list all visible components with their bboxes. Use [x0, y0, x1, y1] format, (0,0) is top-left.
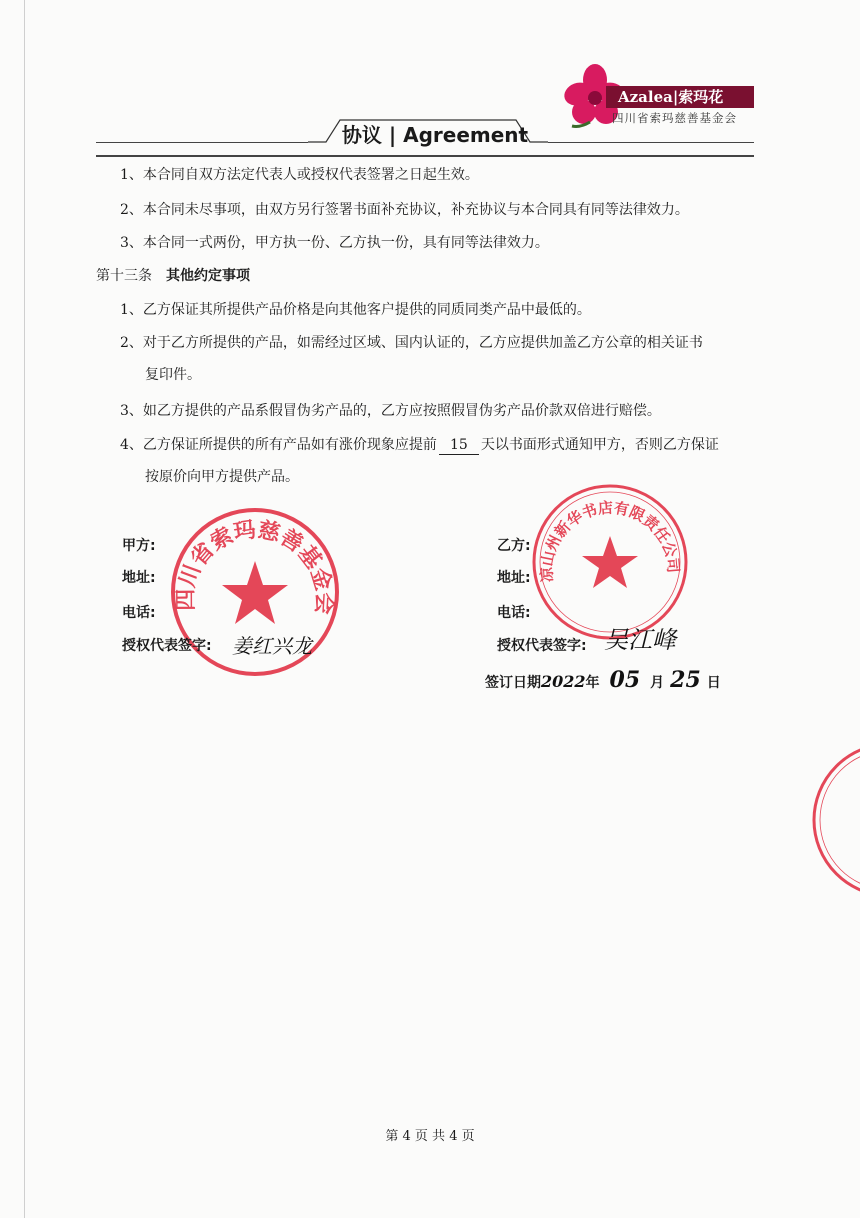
party-a-handwritten-signature: 姜红兴龙	[232, 634, 312, 658]
party-a-seal-text: 四川省索玛慈善基金会	[172, 516, 338, 616]
edge-seal-fragment	[808, 740, 860, 900]
party-b-seal	[530, 482, 690, 642]
section-title: 其他约定事项	[166, 268, 250, 284]
sign-date-day-unit: 日	[706, 675, 721, 691]
clause-line: 按原价向甲方提供产品。	[145, 469, 299, 485]
header-rule-left	[96, 142, 308, 143]
page-footer: 第 4 页 共 4 页	[385, 1129, 475, 1144]
sign-date	[485, 667, 721, 693]
section-number: 第十三条	[96, 268, 152, 284]
party-a-address-label: 地址:	[122, 570, 156, 586]
sign-date-year-unit: 年	[585, 675, 600, 691]
clause-text: 天以书面形式通知甲方，否则乙方保证	[480, 437, 719, 453]
party-b-handwritten-signature: 吴江峰	[604, 626, 676, 654]
brand-subtitle: 四川省索玛慈善基金会	[612, 111, 737, 125]
sign-date-year: 2022	[541, 672, 586, 691]
sign-date-month-unit: 月	[650, 675, 665, 691]
party-a-label: 甲方:	[122, 538, 156, 554]
clause-line: 2、本合同未尽事项，由双方另行签署书面补充协议，补充协议与本合同具有同等法律效力。	[120, 202, 689, 218]
party-a-phone-label: 电话:	[122, 605, 156, 621]
clause-line: 3、如乙方提供的产品系假冒伪劣产品的，乙方应按照假冒伪劣产品价款双倍进行赔偿。	[120, 403, 661, 419]
page-title: 协议 | Agreement	[341, 123, 529, 147]
party-b-label: 乙方:	[497, 538, 531, 554]
party-b-seal-text: 凉山州新华书店有限责任公司	[537, 498, 683, 583]
notice-days-field: 15	[439, 436, 479, 455]
party-b-address-label: 地址:	[497, 570, 531, 586]
clause-text: 4、乙方保证所提供的所有产品如有涨价现象应提前	[120, 437, 437, 453]
section-heading	[96, 267, 250, 285]
clause-line: 2、对于乙方所提供的产品，如需经过区域、国内认证的，乙方应提供加盖乙方公章的相关证书	[120, 335, 703, 351]
brand-logo-text: Azalea|索玛花	[606, 86, 754, 108]
clause-line: 1、乙方保证其所提供产品价格是向其他客户提供的同质同类产品中最低的。	[120, 302, 591, 318]
clause-line	[120, 436, 719, 455]
clause-line: 3、本合同一式两份，甲方执一份、乙方执一份，具有同等法律效力。	[120, 235, 549, 251]
clause-line: 1、本合同自双方法定代表人或授权代表签署之日起生效。	[120, 167, 479, 183]
page-binding-edge	[24, 0, 25, 1218]
sign-date-label: 签订日期	[485, 675, 541, 691]
header-rule-right	[548, 142, 754, 143]
sign-date-month: 05	[609, 667, 641, 693]
party-b-signature-label: 授权代表签字:	[497, 638, 587, 654]
party-a-signature-label: 授权代表签字:	[122, 638, 212, 654]
party-b-phone-label: 电话:	[497, 605, 531, 621]
sign-date-day: 25	[670, 667, 701, 693]
header-rule-bottom	[96, 155, 754, 157]
clause-line: 复印件。	[145, 367, 201, 383]
